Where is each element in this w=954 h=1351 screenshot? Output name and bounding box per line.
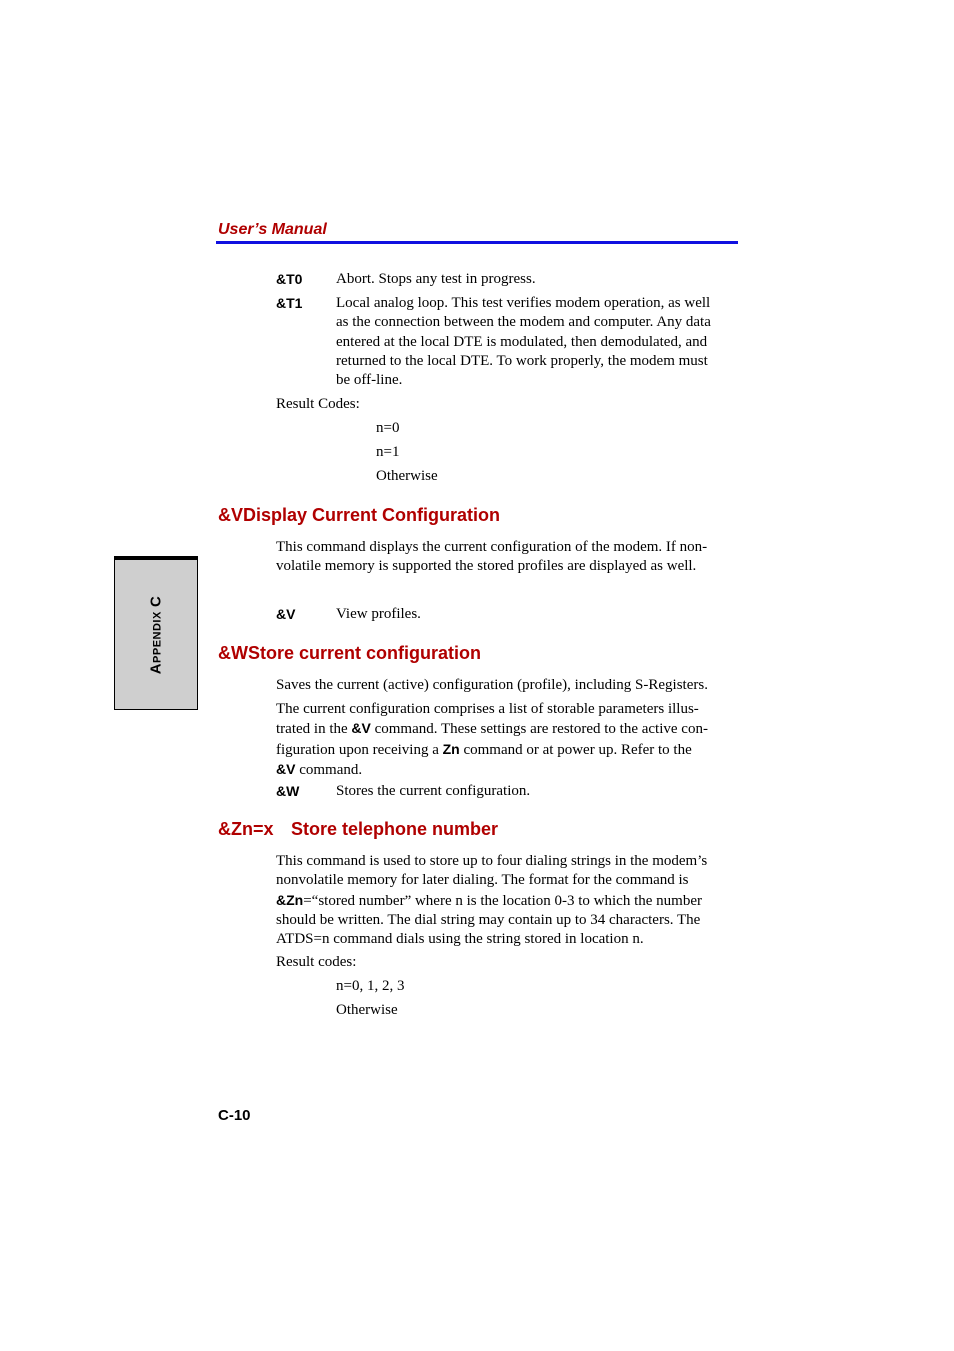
w-paragraph-line — [276, 740, 738, 760]
zn-paragraph-line: should be written. The dial string may contain up to 34 characters. The — [276, 911, 701, 928]
cmd-t0: &T0 — [276, 271, 303, 287]
t-result-code: Otherwise — [376, 468, 438, 484]
w-text: command. These settings are restored to the active con- — [370, 721, 708, 738]
cmd-t1-desc-line: as the connection between the modem and computer. Any data — [336, 314, 711, 331]
cmd-t1-desc-line: Local analog loop. This test verifies modem operation, as well — [336, 295, 711, 311]
t-result-codes-label: Result Codes: — [276, 396, 360, 412]
header-rule — [216, 241, 738, 244]
w-section-heading: &WStore current configuration — [218, 643, 482, 663]
page-number: C-10 — [218, 1107, 251, 1124]
inline-cmd-v: &V — [351, 720, 371, 737]
w-paragraph-line — [276, 760, 738, 780]
zn-section-heading-cmd: &Zn=x — [218, 819, 274, 839]
zn-paragraph-line: This command is used to store up to four dialing strings in the modem’s — [276, 853, 708, 869]
cmd-t0-desc: Abort. Stops any test in progress. — [336, 271, 536, 287]
v-paragraph-line: This command displays the current configuration of the modem. If non- — [276, 539, 708, 555]
zn-paragraph — [276, 852, 738, 949]
cmd-t1-desc — [336, 294, 738, 390]
cmd-t1-desc-line: entered at the local DTE is modulated, then demodulated, and — [336, 333, 708, 350]
side-tab-cap: A — [147, 662, 165, 674]
appendix-side-tab — [114, 556, 198, 710]
zn-result-code: Otherwise — [336, 1002, 398, 1018]
cmd-t1-desc-line: be off-line. — [336, 372, 403, 389]
w-paragraph-2 — [276, 700, 738, 780]
zn-paragraph-line: ATDS=n command dials using the string stored in location n. — [276, 931, 644, 948]
running-header-title: User’s Manual — [218, 221, 327, 238]
side-tab-suffix: C — [147, 595, 165, 607]
w-text: command. — [295, 761, 363, 778]
cmd-v-desc: View profiles. — [336, 606, 421, 622]
side-tab-rest: PPENDIX — [151, 610, 164, 663]
cmd-w: &W — [276, 783, 300, 799]
w-paragraph-line: The current configuration comprises a list of storable parameters illus- — [276, 701, 699, 717]
zn-result-code: n=0, 1, 2, 3 — [336, 978, 405, 994]
inline-cmd-zn: &Zn — [276, 891, 304, 908]
zn-text: =“stored number” where n is the location 0-3 to which the number — [303, 892, 702, 909]
v-section-paragraph — [276, 538, 738, 577]
inline-cmd-v: &V — [276, 760, 296, 777]
w-paragraph-line — [276, 719, 738, 739]
inline-cmd-zn: Zn — [442, 740, 460, 757]
t-result-code: n=1 — [376, 444, 400, 460]
w-text: command or at power up. Refer to the — [459, 741, 692, 758]
zn-section-heading-title: Store telephone number — [291, 819, 499, 839]
zn-result-codes-label: Result codes: — [276, 954, 357, 970]
appendix-side-tab-label — [148, 595, 165, 674]
t-result-code: n=0 — [376, 420, 400, 436]
w-text: figuration upon receiving a — [276, 741, 443, 758]
zn-paragraph-line — [276, 891, 738, 911]
cmd-v: &V — [276, 606, 296, 622]
cmd-t1: &T1 — [276, 295, 303, 311]
cmd-t1-desc-line: returned to the local DTE. To work properly, the modem must — [336, 352, 708, 369]
zn-paragraph-line: nonvolatile memory for later dialing. The format for the command is — [276, 872, 689, 889]
v-section-heading: &VDisplay Current Configuration — [218, 505, 501, 525]
v-paragraph-line: volatile memory is supported the stored profiles are displayed as well. — [276, 558, 697, 575]
w-text: trated in the — [276, 721, 352, 738]
cmd-w-desc: Stores the current configuration. — [336, 783, 531, 799]
w-paragraph-1: Saves the current (active) configuration (profile), including S-Registers. — [276, 677, 708, 693]
